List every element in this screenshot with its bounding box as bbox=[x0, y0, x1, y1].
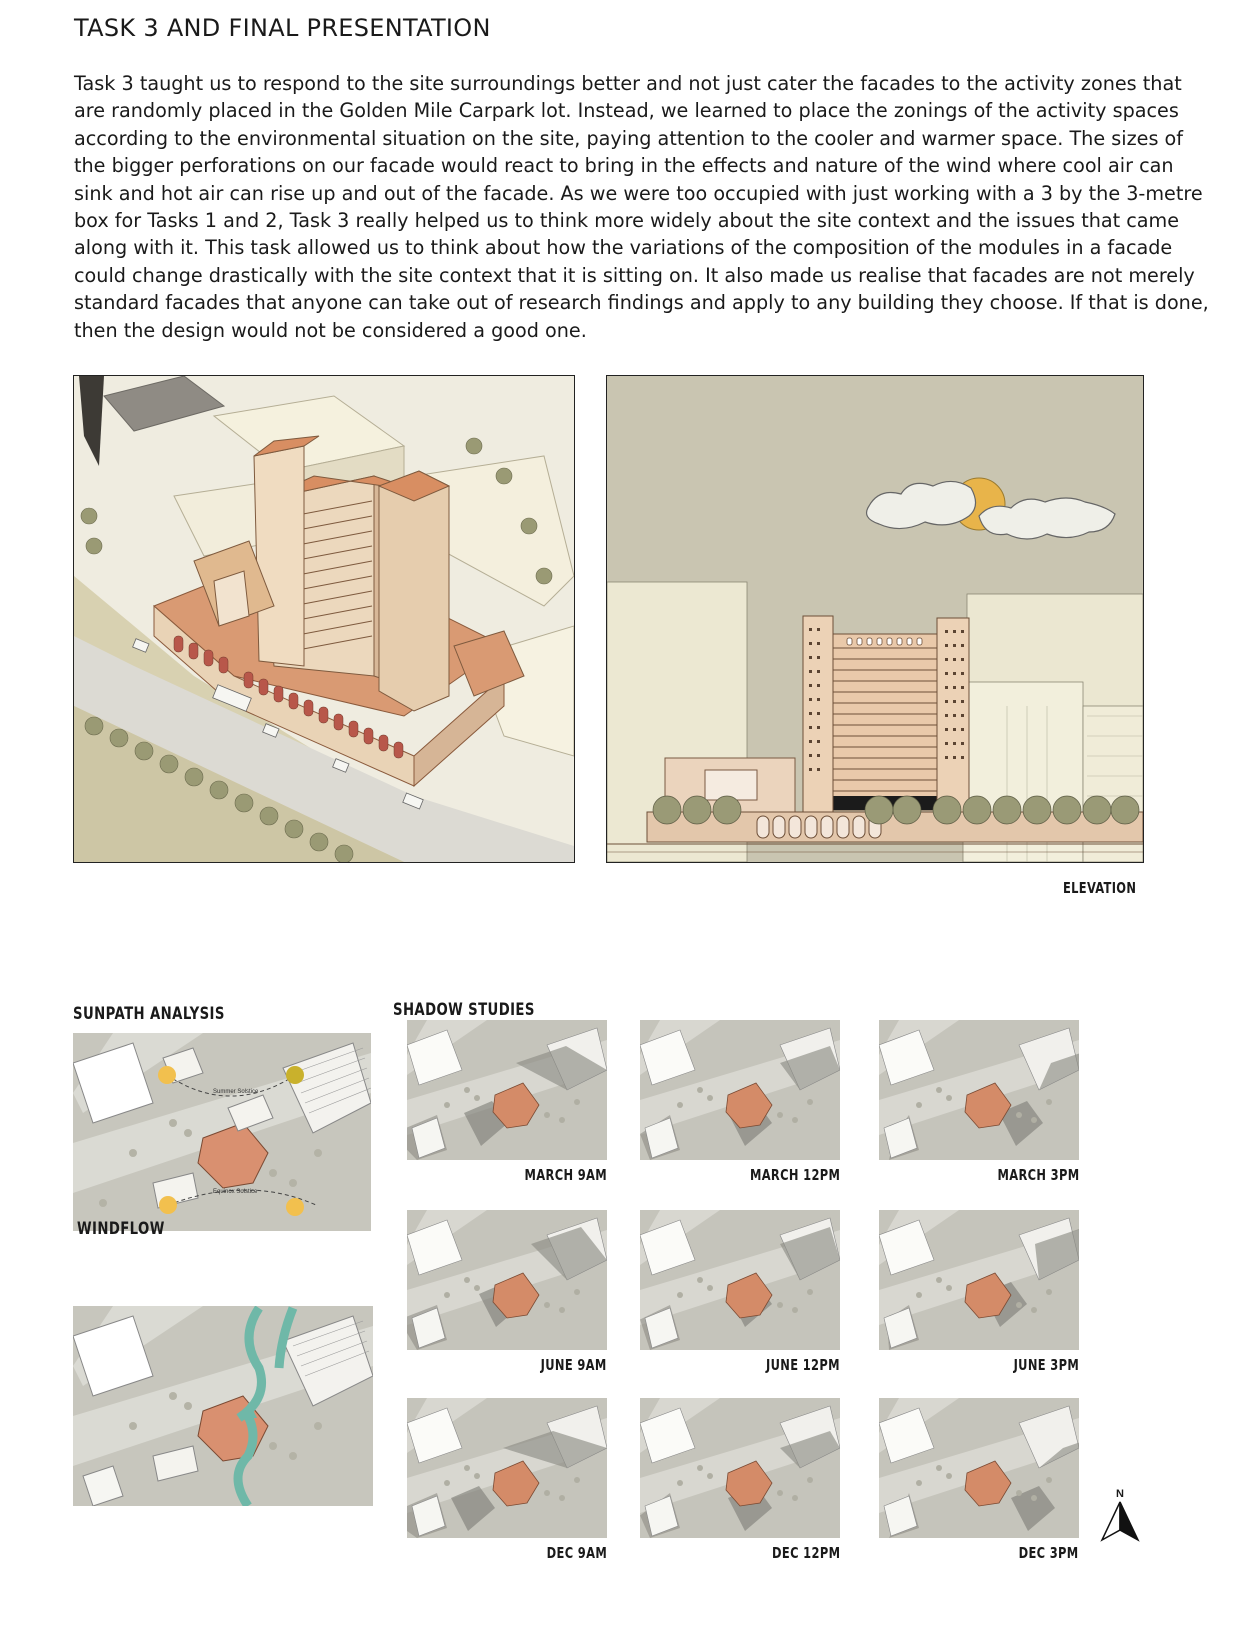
elevation-image bbox=[606, 375, 1144, 863]
shadow-study-caption: DEC 12PM bbox=[771, 1544, 840, 1562]
elevation-caption: ELEVATION bbox=[1062, 879, 1136, 897]
shadow-study-caption: DEC 3PM bbox=[1019, 1544, 1079, 1562]
paragraph-line: along with it. This task allowed us to think about how the variations of the composition of the modules in a facade bbox=[74, 236, 1173, 260]
paragraph-line: standard facades that anyone can take out of research findings and apply to any building they choose. If that is done, bbox=[74, 291, 1209, 315]
shadow-study-tile bbox=[407, 1210, 607, 1350]
shadow-study-tile bbox=[640, 1210, 840, 1350]
shadow-study-caption: JUNE 3PM bbox=[1013, 1356, 1079, 1374]
windflow-label: WINDFLOW bbox=[77, 1219, 165, 1239]
north-label: N bbox=[1116, 1488, 1124, 1500]
paragraph-line: sink and hot air can rise up and out of the facade. As we were too occupied with just working with a 3 by the 3-metre bbox=[74, 181, 1203, 205]
shadow-study-tile bbox=[879, 1210, 1079, 1350]
body-paragraph bbox=[74, 70, 1209, 344]
paragraph-line: box for Tasks 1 and 2, Task 3 really helped us to think more widely about the site context and the issues that came bbox=[74, 209, 1180, 233]
shadow-study-tile bbox=[407, 1020, 607, 1160]
shadow-study-tile bbox=[640, 1398, 840, 1538]
shadow-study-caption: MARCH 3PM bbox=[996, 1166, 1079, 1184]
windflow-map bbox=[73, 1306, 373, 1506]
shadow-studies-label: SHADOW STUDIES bbox=[393, 1000, 535, 1020]
sunpath-map bbox=[73, 1033, 371, 1231]
shadow-study-tile bbox=[640, 1020, 840, 1160]
shadow-study-caption: JUNE 9AM bbox=[540, 1356, 607, 1374]
paragraph-line: according to the environmental situation on the site, paying attention to the cooler and warmer space. The sizes of bbox=[74, 126, 1184, 150]
summer-solstice-note: Summer Solstice bbox=[213, 1089, 259, 1095]
shadow-study-caption: MARCH 12PM bbox=[749, 1166, 840, 1184]
shadow-study-caption: MARCH 9AM bbox=[524, 1166, 607, 1184]
north-arrow bbox=[1098, 1488, 1142, 1548]
page-title: TASK 3 AND FINAL PRESENTATION bbox=[74, 14, 491, 42]
sunpath-label: SUNPATH ANALYSIS bbox=[73, 1004, 225, 1024]
paragraph-line: could change drastically with the site context that it is sitting on. It also made us realise that facades are not merely bbox=[74, 263, 1195, 287]
paragraph-line: are randomly placed in the Golden Mile Carpark lot. Instead, we learned to place the zonings of the activity spaces bbox=[74, 99, 1179, 123]
axonometric-image bbox=[73, 375, 575, 863]
shadow-study-tile bbox=[879, 1398, 1079, 1538]
paragraph-line: then the design would not be considered a good one. bbox=[74, 318, 587, 342]
north-arrow-icon bbox=[1098, 1500, 1142, 1544]
paragraph-line: the bigger perforations on our facade would react to bring in the effects and nature of the wind where cool air can bbox=[74, 154, 1174, 178]
shadow-study-tile bbox=[879, 1020, 1079, 1160]
shadow-study-caption: DEC 9AM bbox=[546, 1544, 607, 1562]
shadow-study-caption: JUNE 12PM bbox=[766, 1356, 840, 1374]
shadow-study-tile bbox=[407, 1398, 607, 1538]
paragraph-line: Task 3 taught us to respond to the site surroundings better and not just cater the facades to the activity zones that bbox=[74, 72, 1182, 95]
equinox-note: Equinox Solstice bbox=[213, 1189, 258, 1195]
